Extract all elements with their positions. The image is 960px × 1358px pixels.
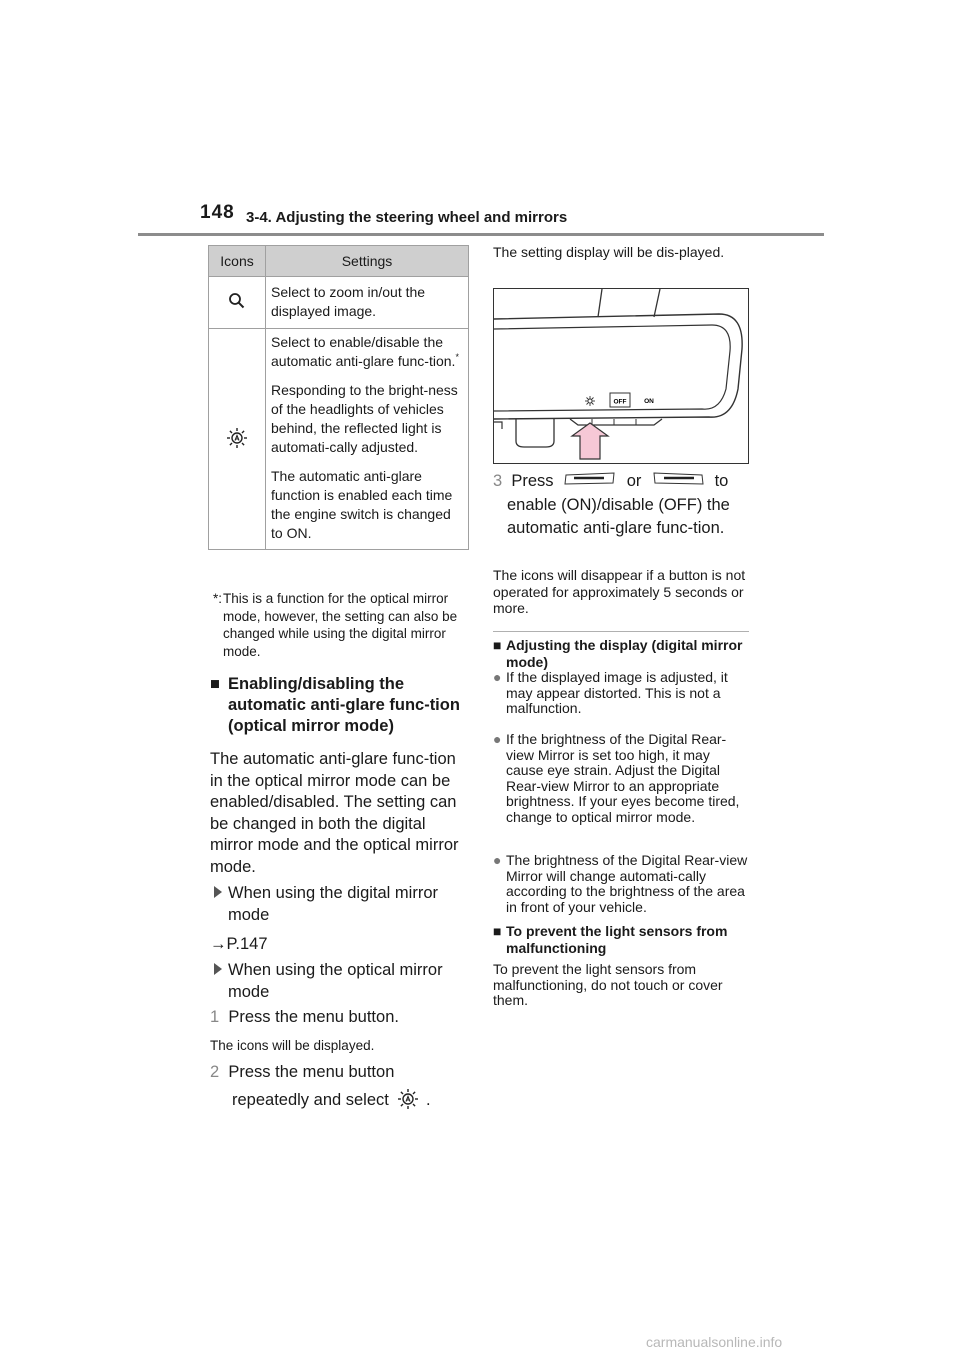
page-reference-link[interactable]: →P.147 <box>210 935 268 953</box>
heading-text: To prevent the light sensors from malfunctioning <box>506 923 728 956</box>
bullet-icon: ● <box>493 669 502 685</box>
heading-text: Adjusting the display (digital mirror mode) <box>506 637 743 670</box>
triangle-bullet-icon <box>214 886 222 898</box>
bullet-icon: ● <box>493 852 502 868</box>
step-text-or: or <box>626 472 642 490</box>
step-1-note: The icons will be displayed. <box>210 1038 375 1053</box>
table-header-settings: Settings <box>266 246 469 277</box>
step-text: Press the menu button. <box>228 1008 399 1026</box>
off-label: OFF <box>613 398 627 406</box>
watermark: carmanualsonline.info <box>646 1334 783 1350</box>
table-cell-setting <box>266 277 469 329</box>
optical-mode-label: When using the optical mirror mode <box>228 961 443 1001</box>
heading-text: Enabling/disabling the automatic anti-glare func-tion (optical mirror mode) <box>228 675 460 735</box>
setting-display-text: The setting display will be dis-played. <box>493 244 725 260</box>
step-number: 2 <box>210 1063 220 1081</box>
sun-icon <box>585 396 595 406</box>
mirror-drawing <box>494 289 748 463</box>
step-text: Press <box>511 472 554 490</box>
list-item <box>493 853 751 915</box>
light-sensor-heading <box>493 923 753 956</box>
digital-mode-item <box>214 883 469 926</box>
search-icon <box>228 292 246 310</box>
footnote-text: This is a function for the optical mirror mode, however, the setting can also be changed while using the digital mirror mode. <box>223 591 458 659</box>
list-item <box>493 732 751 825</box>
auto-antiglare-icon <box>226 427 248 449</box>
adjust-display-heading <box>493 637 753 670</box>
footnote-mark: *: <box>213 591 223 606</box>
list-item-text: If the displayed image is adjusted, it may appear distorted. This is not a malfunction. <box>506 669 728 716</box>
digital-mode-label: When using the digital mirror mode <box>228 884 439 924</box>
heading-marker: ■ <box>493 637 502 653</box>
step-text-to: to <box>714 472 729 490</box>
mirror-illustration <box>493 288 749 464</box>
table-cell-setting <box>266 329 469 550</box>
header-divider <box>138 233 824 236</box>
triangle-bullet-icon <box>214 963 222 975</box>
table-header-icons: Icons <box>209 246 266 277</box>
list-item-text: The brightness of the Digital Rear-view Mirror will change automati-cally according to the brightness of the area in front of your vehicle. <box>506 852 748 915</box>
left-button-icon <box>564 472 616 486</box>
intro-paragraph: The automatic anti-glare func-tion in the optical mirror mode can be enabled/disabled. The setting can be changed in both the digital mirror mode and the optical mirror mode. <box>210 750 459 876</box>
section-title: 3-4. Adjusting the steering wheel and mirrors <box>246 209 568 226</box>
on-label: ON <box>644 398 654 405</box>
footnote <box>213 590 468 660</box>
step-text: Press the menu button <box>228 1063 395 1081</box>
zoom-setting-text: Select to zoom in/out the displayed image. <box>271 283 426 319</box>
optical-mode-item <box>214 960 469 1003</box>
pointer-arrow-icon <box>572 423 608 459</box>
table-row <box>209 277 469 329</box>
list-item <box>493 670 751 717</box>
step-2 <box>210 1058 470 1114</box>
light-sensor-text: To prevent the light sensors from malfunctioning, do not touch or cover them. <box>493 961 723 1008</box>
antiglare-response-text: Responding to the bright-ness of the headlights of vehicles behind, the reflected light is automati-cally adjusted. <box>271 382 458 455</box>
step-number: 1 <box>210 1008 220 1026</box>
step-1 <box>210 1007 399 1029</box>
right-button-icon <box>652 472 704 486</box>
table-header-row <box>209 246 469 277</box>
footnote-marker: * <box>455 352 459 362</box>
step-text-cont: repeatedly and select <box>232 1091 389 1109</box>
heading-marker: ■ <box>210 675 220 693</box>
heading-marker: ■ <box>493 923 502 939</box>
antiglare-setting-text <box>271 333 465 371</box>
table-row <box>209 329 469 550</box>
step-number: 3 <box>493 472 503 490</box>
step-3 <box>493 470 755 541</box>
table-cell-icon <box>209 277 266 329</box>
bullet-icon: ● <box>493 731 502 747</box>
list-item-text: If the brightness of the Digital Rear-view Mirror is set too high, it may cause eye strain. Adjust the Digital Rear-view Mirror to an appropriate brightness. If your eyes become tired, change to optical mirror mode. <box>506 731 740 825</box>
step-text-end: . <box>426 1091 431 1109</box>
step-3-note: The icons will disappear if a button is not operated for approximately 5 seconds or more. <box>493 567 746 616</box>
table-cell-icon <box>209 329 266 550</box>
page-number: 148 <box>200 202 235 223</box>
auto-antiglare-icon <box>397 1088 419 1110</box>
section-divider <box>493 631 749 632</box>
icons-settings-table <box>208 245 469 550</box>
step-text-rest: enable (ON)/disable (OFF) the automatic anti-glare func-tion. <box>507 495 730 537</box>
antiglare-setting-desc: Select to enable/disable the automatic anti-glare func-tion. <box>271 334 456 369</box>
antiglare-default-text: The automatic anti-glare function is enabled each time the engine switch is changed to ON. <box>271 468 453 541</box>
section-heading <box>210 674 470 737</box>
